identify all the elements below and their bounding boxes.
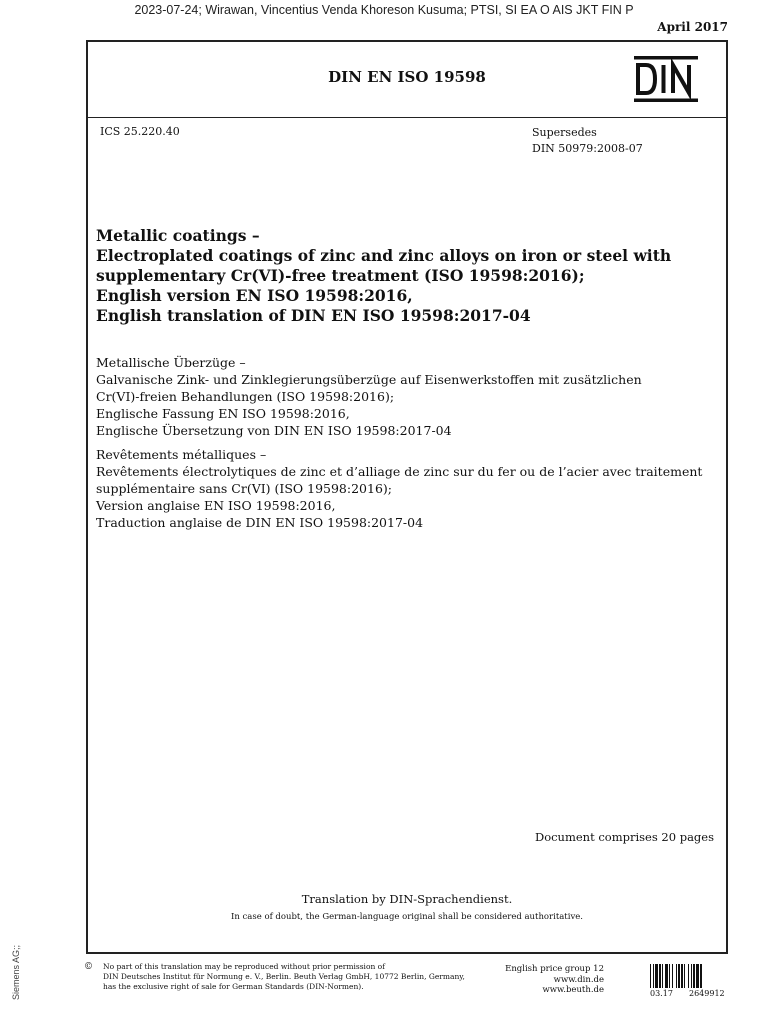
barcode-number: 2649912 xyxy=(689,989,725,998)
french-title xyxy=(96,446,726,531)
german-title xyxy=(96,354,726,439)
title-de-line: Englische Fassung EN ISO 19598:2016, xyxy=(96,406,350,421)
title-en-line: English translation of DIN EN ISO 19598:2017-04 xyxy=(96,306,531,325)
ics-code: ICS 25.220.40 xyxy=(100,125,180,138)
title-de-line: Cr(VI)-freien Behandlungen (ISO 19598:2016); xyxy=(96,389,395,404)
publication-date: April 2017 xyxy=(657,20,728,34)
title-de-line: Galvanische Zink- und Zinklegierungsüberzüge auf Eisenwerkstoffen mit zusätzlichen xyxy=(96,372,642,387)
barcode-date: 03.17 xyxy=(650,989,673,998)
cover-frame xyxy=(86,40,728,954)
supersedes-block xyxy=(532,125,643,157)
title-fr-line: Traduction anglaise de DIN EN ISO 19598:2017-04 xyxy=(96,515,424,530)
english-title xyxy=(96,226,726,326)
title-fr-line: Revêtements électrolytiques de zinc et d’alliage de zinc sur du fer ou de l’acier avec traitement xyxy=(96,464,703,479)
title-en-line: English version EN ISO 19598:2016, xyxy=(96,286,413,305)
copyright-line: has the exclusive right of sale for German Standards (DIN-Normen). xyxy=(103,982,364,991)
standard-number: DIN EN ISO 19598 xyxy=(328,68,486,86)
barcode xyxy=(650,964,730,988)
copyright-notice xyxy=(103,962,483,992)
title-en-line: supplementary Cr(VI)-free treatment (ISO 19598:2016); xyxy=(96,266,585,285)
title-de-line: Metallische Überzüge – xyxy=(96,355,246,370)
price-group: English price group 12 xyxy=(505,964,604,974)
title-de-line: Englische Übersetzung von DIN EN ISO 19598:2017-04 xyxy=(96,423,452,438)
title-fr-line: Version anglaise EN ISO 19598:2016, xyxy=(96,498,336,513)
download-watermark: 2023-07-24; Wirawan, Vincentius Venda Khoreson Kusuma; PTSI, SI EA O AIS JKT FIN P xyxy=(134,3,634,17)
title-fr-line: Revêtements métalliques – xyxy=(96,447,267,462)
beuth-website-link[interactable]: www.beuth.de xyxy=(542,985,604,995)
title-en-line: Metallic coatings – xyxy=(96,226,260,245)
authoritative-note: In case of doubt, the German-language original shall be considered authoritative. xyxy=(231,912,583,922)
din-website-link[interactable]: www.din.de xyxy=(553,974,604,985)
supersedes-value: DIN 50979:2008-07 xyxy=(532,142,643,155)
title-fr-line: supplémentaire sans Cr(VI) (ISO 19598:2016); xyxy=(96,481,392,496)
copyright-line: DIN Deutsches Institut für Normung e. V., Berlin. Beuth Verlag GmbH, 10772 Berlin, Germany, xyxy=(103,972,465,981)
din-logo xyxy=(634,56,698,102)
standard-header-row xyxy=(88,42,726,118)
copyright-icon: © xyxy=(84,962,93,972)
translation-note: Translation by DIN-Sprachendienst. xyxy=(301,892,513,906)
title-en-line: Electroplated coatings of zinc and zinc alloys on iron or steel with xyxy=(96,246,672,265)
supersedes-label: Supersedes xyxy=(532,126,597,139)
page-count: Document comprises 20 pages xyxy=(534,830,714,844)
side-watermark: Siemens AG;; xyxy=(11,944,21,1000)
price-block xyxy=(505,964,604,996)
copyright-line: No part of this translation may be reproduced without prior permission of xyxy=(103,962,385,971)
